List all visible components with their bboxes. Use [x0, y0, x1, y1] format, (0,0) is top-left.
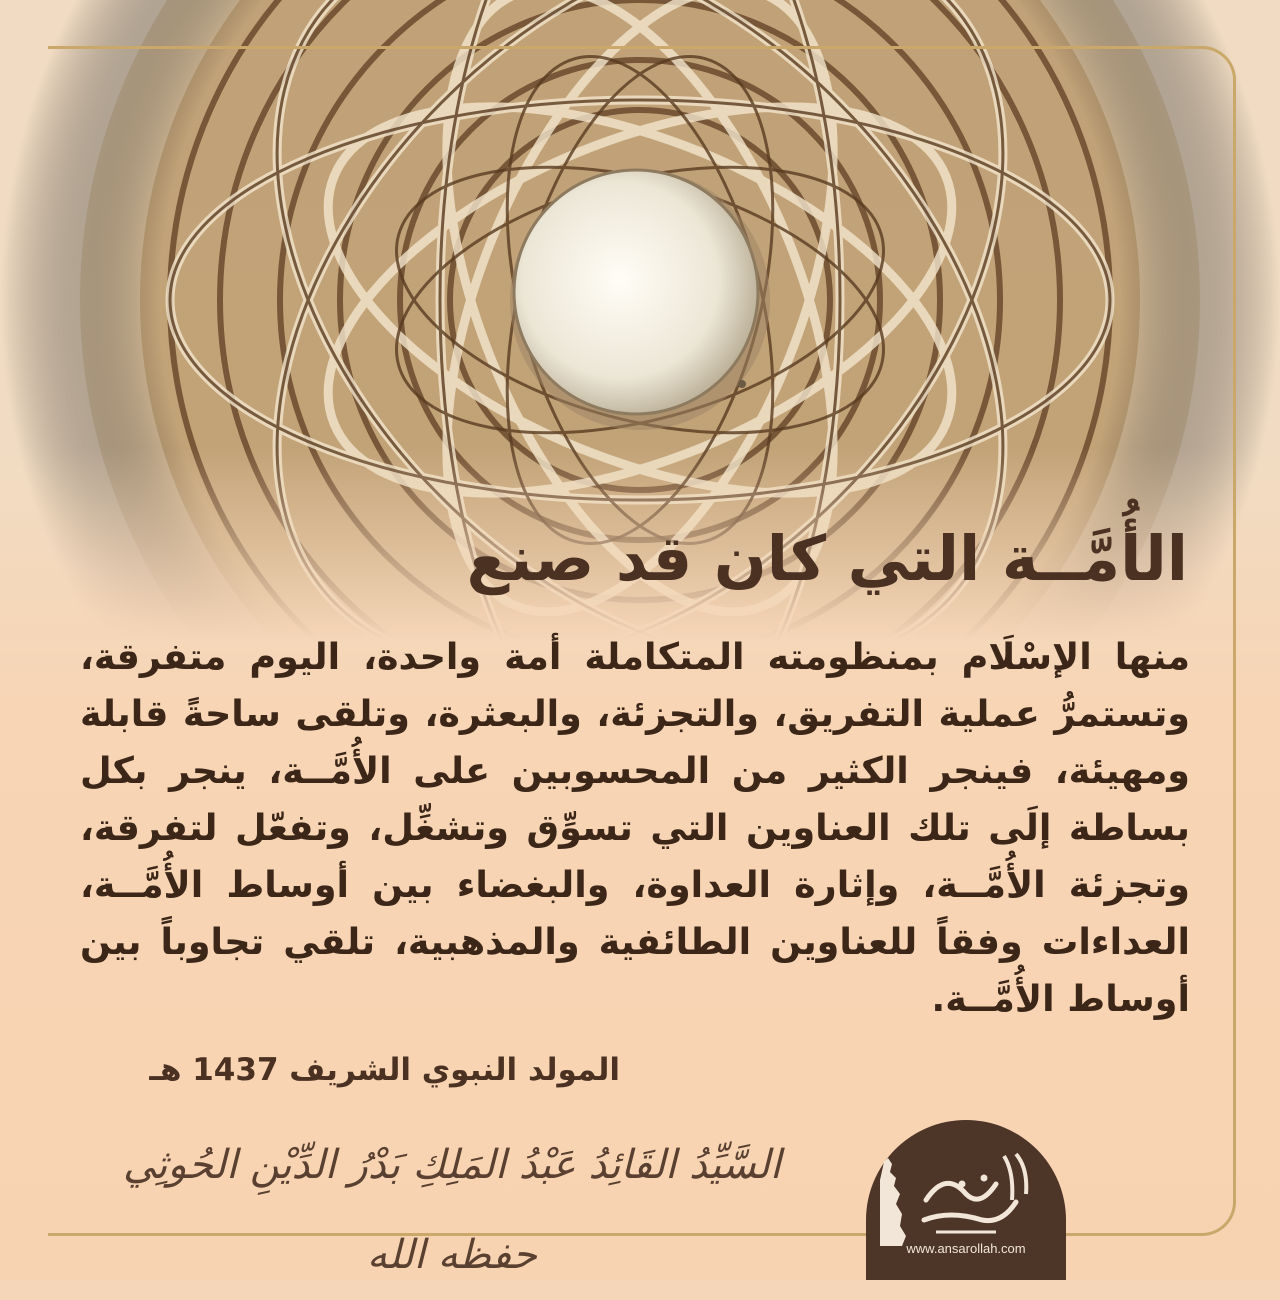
logo-url: www.ansarollah.com: [906, 1241, 1026, 1256]
date-caption: المولد النبوي الشريف 1437 هـ: [149, 1052, 620, 1088]
ansarollah-logo-icon: [866, 1120, 1066, 1280]
quote-body: منها الإسْلَام بمنظومته المتكاملة أمة واحدة، اليوم متفرقة، وتستمرُّ عملية التفريق، والتجزئة، والبعثرة، وتلقى ساحةً قابلة ومهيئة، فينجر الكثير من المحسوبين على الأُمَّــة، ينجر بكل بساطة إلَى تلك العناوين التي تسوِّق وتشغِّل، وتفعّل لتفرقة، وتجزئة الأُمَّــة، وإثارة العداوة، والبغضاء بين أوساط الأُمَّــة، العداءات وفقاً للعناوين الطائفية والمذهبية، تلقي تجاوباً بين أوساط الأُمَّــة.: [80, 635, 1190, 1020]
calligraphy-signature: السَّيِّدُ القَائِدُ عَبْدُ المَلِكِ بَدْرُ الدِّيْنِ الحُوثِي حفظه الله: [122, 1142, 782, 1278]
page-title: الأُمَّــة التي كان قد صنع: [466, 522, 1188, 595]
ansarollah-logo: [866, 1120, 1066, 1280]
